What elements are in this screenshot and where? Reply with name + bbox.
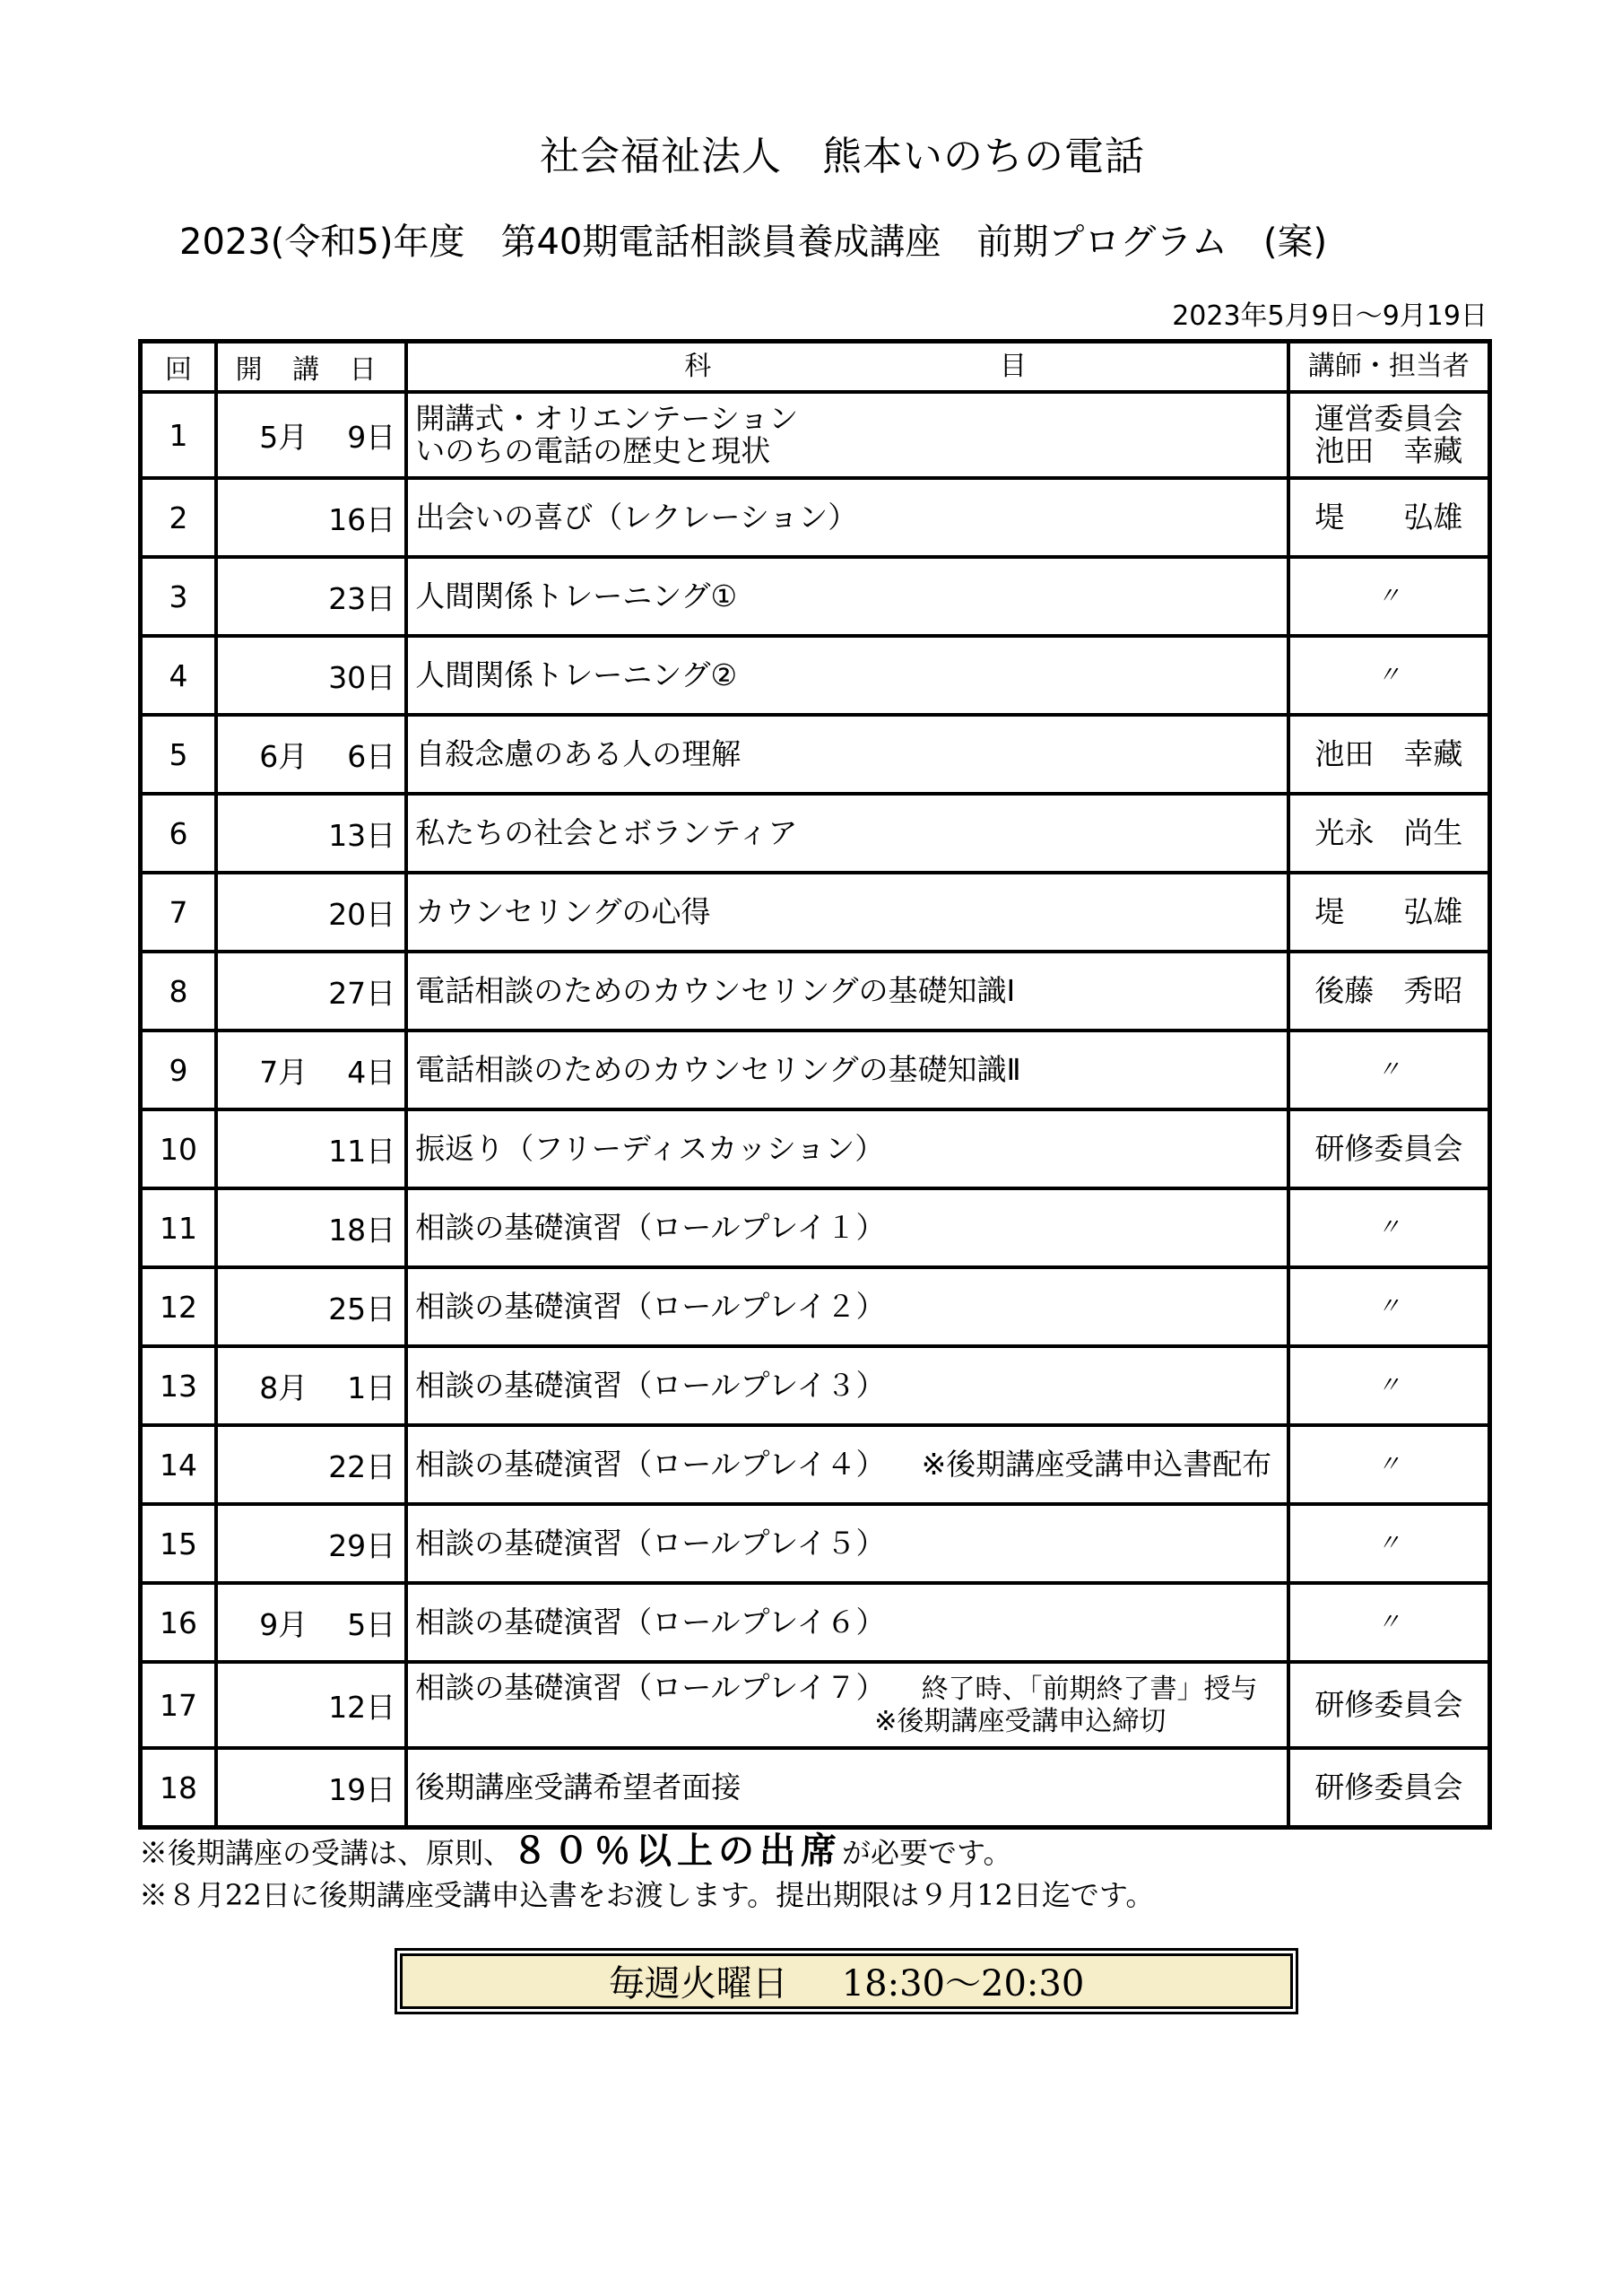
footnote-attendance-pre: ※後期講座の受講は、原則、: [139, 1836, 513, 1870]
session-day: 4日: [347, 1054, 396, 1090]
session-lecturer: [1288, 1583, 1490, 1662]
lecturer-name: 後藤 秀昭: [1314, 973, 1463, 1008]
ditto-mark: 〃: [1376, 583, 1401, 610]
session-date: [216, 1504, 406, 1583]
session-day: 5日: [347, 1606, 396, 1642]
subject-text: 相談の基礎演習（ロールプレイ７）: [415, 1670, 886, 1705]
session-number: 16: [141, 1583, 217, 1662]
table-row: [141, 1504, 1490, 1583]
session-date: [216, 1346, 406, 1425]
session-day: 13日: [328, 817, 396, 853]
subject-line: 相談の基礎演習（ロールプレイ６）: [415, 1605, 886, 1639]
weekly-day: 毎週火曜日: [608, 1963, 788, 2005]
subject-line: [415, 1448, 1287, 1481]
session-month: 5月: [259, 419, 308, 455]
session-number: 17: [141, 1662, 217, 1748]
table-row: [141, 478, 1490, 557]
session-day: 29日: [328, 1527, 396, 1563]
column-header-date: 開 講 日: [216, 342, 406, 393]
session-number: 14: [141, 1425, 217, 1504]
ditto-mark: 〃: [1376, 662, 1401, 689]
session-subject: [406, 557, 1288, 636]
session-lecturer: [1288, 1188, 1490, 1267]
column-header-lecturer: 講師・担当者: [1288, 342, 1490, 393]
session-number: 2: [141, 478, 217, 557]
session-subject: [406, 1267, 1288, 1346]
ditto-mark: 〃: [1376, 1609, 1401, 1636]
column-header-subject-a: 科: [684, 351, 712, 382]
subject-line: [415, 1672, 1287, 1706]
ditto-mark: 〃: [1376, 1530, 1401, 1557]
session-day: 27日: [328, 975, 396, 1011]
session-subject: [406, 715, 1288, 794]
session-month: 6月: [259, 738, 308, 774]
table-header-row: [141, 342, 1490, 393]
lecturer-name: 池田 幸藏: [1314, 433, 1463, 468]
session-day: 6日: [347, 738, 396, 774]
lecturer-name: 研修委員会: [1314, 1770, 1463, 1805]
session-number: 10: [141, 1109, 217, 1188]
table-row: [141, 1109, 1490, 1188]
table-row: [141, 1031, 1490, 1109]
footnote-attendance-post: が必要です。: [842, 1836, 1012, 1870]
session-subject: [406, 1504, 1288, 1583]
ditto-mark: 〃: [1376, 1451, 1401, 1478]
table-row: [141, 1346, 1490, 1425]
session-number: 1: [141, 392, 217, 478]
subject-line: 人間関係トレーニング②: [415, 657, 738, 692]
table-row: [141, 715, 1490, 794]
subject-line: 人間関係トレーニング①: [415, 578, 738, 613]
session-lecturer: [1288, 1109, 1490, 1188]
session-subject: [406, 636, 1288, 715]
session-day: 18日: [328, 1212, 396, 1248]
session-number: 11: [141, 1188, 217, 1267]
table-row: [141, 557, 1490, 636]
session-date: [216, 1267, 406, 1346]
session-date: [216, 1109, 406, 1188]
session-date: [216, 873, 406, 952]
subject-line: 後期講座受講希望者面接: [415, 1770, 742, 1805]
table-row: [141, 1425, 1490, 1504]
subject-text: 相談の基礎演習（ロールプレイ４）: [415, 1447, 886, 1482]
subject-line: 私たちの社会とボランティア: [415, 815, 798, 850]
session-number: 3: [141, 557, 217, 636]
subject-line: いのちの電話の歴史と現状: [415, 433, 771, 468]
session-lecturer: [1288, 1425, 1490, 1504]
ditto-mark: 〃: [1376, 1214, 1401, 1241]
session-lecturer: [1288, 1031, 1490, 1109]
ditto-mark: 〃: [1376, 1372, 1401, 1399]
session-number: 8: [141, 952, 217, 1031]
session-day: 30日: [328, 659, 396, 695]
session-lecturer: [1288, 1504, 1490, 1583]
session-day: 19日: [328, 1771, 396, 1807]
column-header-subject: [406, 342, 1288, 393]
session-day: 9日: [347, 419, 396, 455]
session-subject: [406, 1748, 1288, 1828]
session-number: 5: [141, 715, 217, 794]
session-lecturer: [1288, 873, 1490, 952]
session-subject: [406, 873, 1288, 952]
session-subject: [406, 1583, 1288, 1662]
footnote-application: ※８月22日に後期講座受講申込書をお渡します。提出期限は９月12日迄です。: [139, 1878, 1155, 1912]
session-number: 12: [141, 1267, 217, 1346]
table-row: [141, 636, 1490, 715]
subject-line: 電話相談のためのカウンセリングの基礎知識Ⅰ: [415, 973, 1016, 1008]
table-row: [141, 392, 1490, 478]
subject-line: 開講式・オリエンテーション: [415, 401, 799, 436]
session-subject: [406, 794, 1288, 873]
session-date: [216, 794, 406, 873]
organization-name: 社会福祉法人 熊本いのちの電話: [540, 134, 1145, 179]
table-body: [141, 392, 1490, 1828]
subject-note: ※後期講座受講申込書配布: [921, 1447, 1272, 1482]
document-title: 2023(令和5)年度 第40期電話相談員養成講座 前期プログラム (案): [179, 222, 1328, 263]
session-number: 9: [141, 1031, 217, 1109]
session-day: 22日: [328, 1448, 396, 1484]
session-day: 25日: [328, 1291, 396, 1326]
session-date: [216, 557, 406, 636]
subject-note: 終了時、「前期終了書」授与: [921, 1674, 1258, 1705]
session-subject: [406, 478, 1288, 557]
session-lecturer: [1288, 636, 1490, 715]
session-lecturer: [1288, 1267, 1490, 1346]
lecturer-name: 堤 弘雄: [1314, 894, 1463, 929]
lecturer-name: 運営委員会: [1314, 401, 1463, 436]
table-row: [141, 1267, 1490, 1346]
session-number: 13: [141, 1346, 217, 1425]
session-date: [216, 952, 406, 1031]
table-row: [141, 1662, 1490, 1748]
column-header-subject-b: 目: [999, 351, 1027, 382]
lecturer-name: 池田 幸藏: [1314, 736, 1463, 771]
subject-line: 相談の基礎演習（ロールプレイ３）: [415, 1368, 886, 1403]
subject-line: カウンセリングの心得: [415, 894, 711, 929]
session-number: 15: [141, 1504, 217, 1583]
session-date: [216, 1662, 406, 1748]
session-lecturer: [1288, 1748, 1490, 1828]
session-number: 18: [141, 1748, 217, 1828]
session-day: 23日: [328, 580, 396, 616]
session-lecturer: [1288, 794, 1490, 873]
session-lecturer: [1288, 715, 1490, 794]
session-lecturer: [1288, 1346, 1490, 1425]
course-period: 2023年5月9日～9月19日: [1172, 300, 1488, 332]
session-date: [216, 478, 406, 557]
session-subject: [406, 1188, 1288, 1267]
session-month: 8月: [259, 1370, 308, 1405]
footnote-attendance: [139, 1822, 1154, 1873]
table-row: [141, 873, 1490, 952]
session-number: 6: [141, 794, 217, 873]
subject-note-secondary: ※後期講座受講申込締切: [874, 1706, 1167, 1737]
session-date: [216, 715, 406, 794]
session-date: [216, 1188, 406, 1267]
session-lecturer: [1288, 557, 1490, 636]
session-number: 7: [141, 873, 217, 952]
weekly-schedule-box: [400, 1953, 1293, 2009]
table-row: [141, 1188, 1490, 1267]
table-row: [141, 794, 1490, 873]
session-subject: [406, 952, 1288, 1031]
session-day: 16日: [328, 501, 396, 537]
session-day: 12日: [328, 1689, 396, 1725]
subject-line: 相談の基礎演習（ロールプレイ１）: [415, 1210, 886, 1245]
ditto-mark: 〃: [1376, 1057, 1401, 1083]
subject-line: 電話相談のためのカウンセリングの基礎知識Ⅱ: [415, 1052, 1021, 1087]
footnote-attendance-emphasis: ８０％以上の出席: [512, 1830, 843, 1872]
session-day: 1日: [347, 1370, 396, 1405]
table-row: [141, 1748, 1490, 1828]
session-subject: [406, 1031, 1288, 1109]
session-month: 7月: [259, 1054, 308, 1090]
session-date: [216, 392, 406, 478]
weekly-time: 18:30～20:30: [841, 1963, 1085, 2005]
subject-line: 相談の基礎演習（ロールプレイ２）: [415, 1289, 886, 1324]
table-row: [141, 952, 1490, 1031]
ditto-mark: 〃: [1376, 1293, 1401, 1320]
session-date: [216, 1583, 406, 1662]
subject-line: 自殺念慮のある人の理解: [415, 736, 742, 771]
session-subject: [406, 1346, 1288, 1425]
column-header-number: 回: [141, 342, 217, 393]
session-date: [216, 1425, 406, 1504]
session-day: 11日: [328, 1133, 396, 1169]
session-lecturer: [1288, 478, 1490, 557]
session-lecturer: [1288, 952, 1490, 1031]
lecturer-name: 堤 弘雄: [1314, 500, 1463, 535]
session-subject: [406, 392, 1288, 478]
session-lecturer: [1288, 392, 1490, 478]
schedule-table: [138, 339, 1492, 1830]
lecturer-name: 研修委員会: [1314, 1687, 1463, 1722]
session-subject: [406, 1109, 1288, 1188]
session-number: 4: [141, 636, 217, 715]
session-date: [216, 1031, 406, 1109]
table-row: [141, 1583, 1490, 1662]
session-date: [216, 636, 406, 715]
lecturer-name: 研修委員会: [1314, 1131, 1463, 1166]
session-lecturer: [1288, 1662, 1490, 1748]
footnotes: [139, 1822, 1154, 1923]
session-subject: [406, 1662, 1288, 1748]
session-day: 20日: [328, 896, 396, 932]
subject-line: 出会いの喜び（レクレーション）: [415, 500, 858, 535]
session-date: [216, 1748, 406, 1828]
session-month: 9月: [259, 1606, 308, 1642]
session-subject: [406, 1425, 1288, 1504]
lecturer-name: 光永 尚生: [1314, 815, 1463, 850]
subject-line: 相談の基礎演習（ロールプレイ５）: [415, 1526, 886, 1561]
subject-line: 振返り（フリーディスカッション）: [415, 1131, 885, 1166]
